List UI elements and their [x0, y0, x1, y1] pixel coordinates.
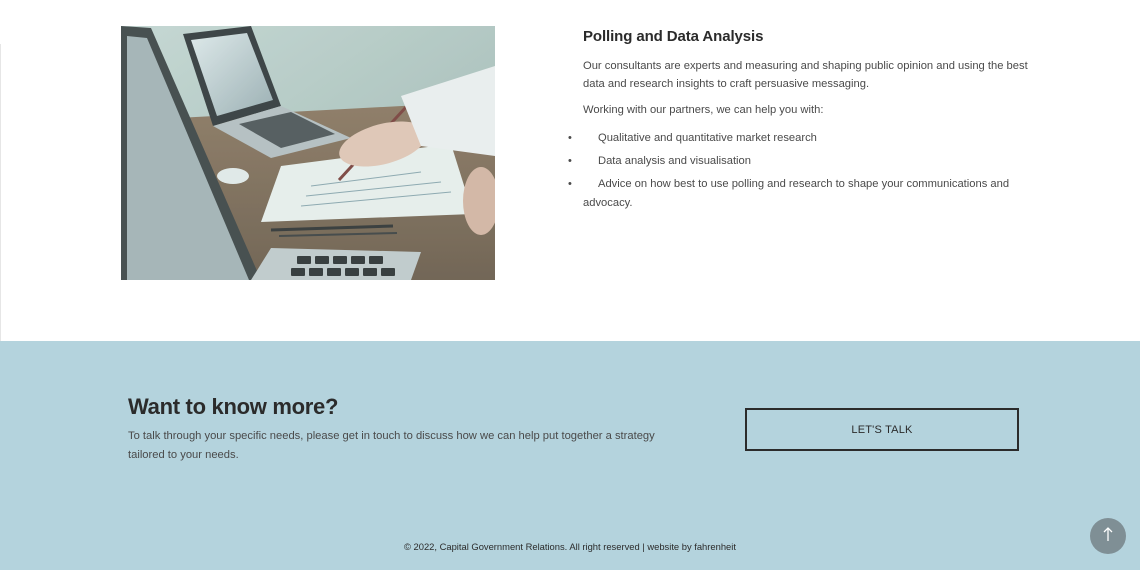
footer-copyright: © 2022, Capital Government Relations. All right reserved | website by fahrenheit [404, 541, 736, 552]
service-photo [121, 26, 495, 280]
list-item [568, 129, 1028, 148]
service-title: Polling and Data Analysis [583, 28, 764, 45]
cta-heading: Want to know more? [128, 394, 339, 419]
service-partners-intro: Working with our partners, we can help you with: [583, 104, 824, 116]
lets-talk-button-label: LET'S TALK [851, 423, 913, 436]
lets-talk-button[interactable] [745, 408, 1019, 451]
service-bullet-list [568, 129, 1028, 212]
list-item-text: Data analysis and visualisation [598, 155, 751, 167]
divider [0, 44, 1, 341]
bullet-icon: • [568, 178, 572, 190]
list-item [568, 175, 1028, 212]
cta-text: To talk through your specific needs, please get in touch to discuss how we can help put together a strategy tailored to your needs. [128, 430, 655, 461]
service-intro: Our consultants are experts and measuring and shaping public opinion and using the best data and research insights to craft persuasive messaging. [583, 60, 1028, 90]
bullet-icon: • [568, 155, 572, 167]
list-item [568, 152, 1028, 171]
list-item-text: Advice on how best to use polling and research to shape your communications and advocacy. [583, 178, 1010, 209]
scroll-to-top-button[interactable] [1090, 518, 1126, 554]
list-item-text: Qualitative and quantitative market research [598, 132, 817, 144]
service-content [568, 28, 1028, 217]
bullet-icon: • [568, 132, 572, 144]
arrow-up-icon [1102, 526, 1114, 547]
